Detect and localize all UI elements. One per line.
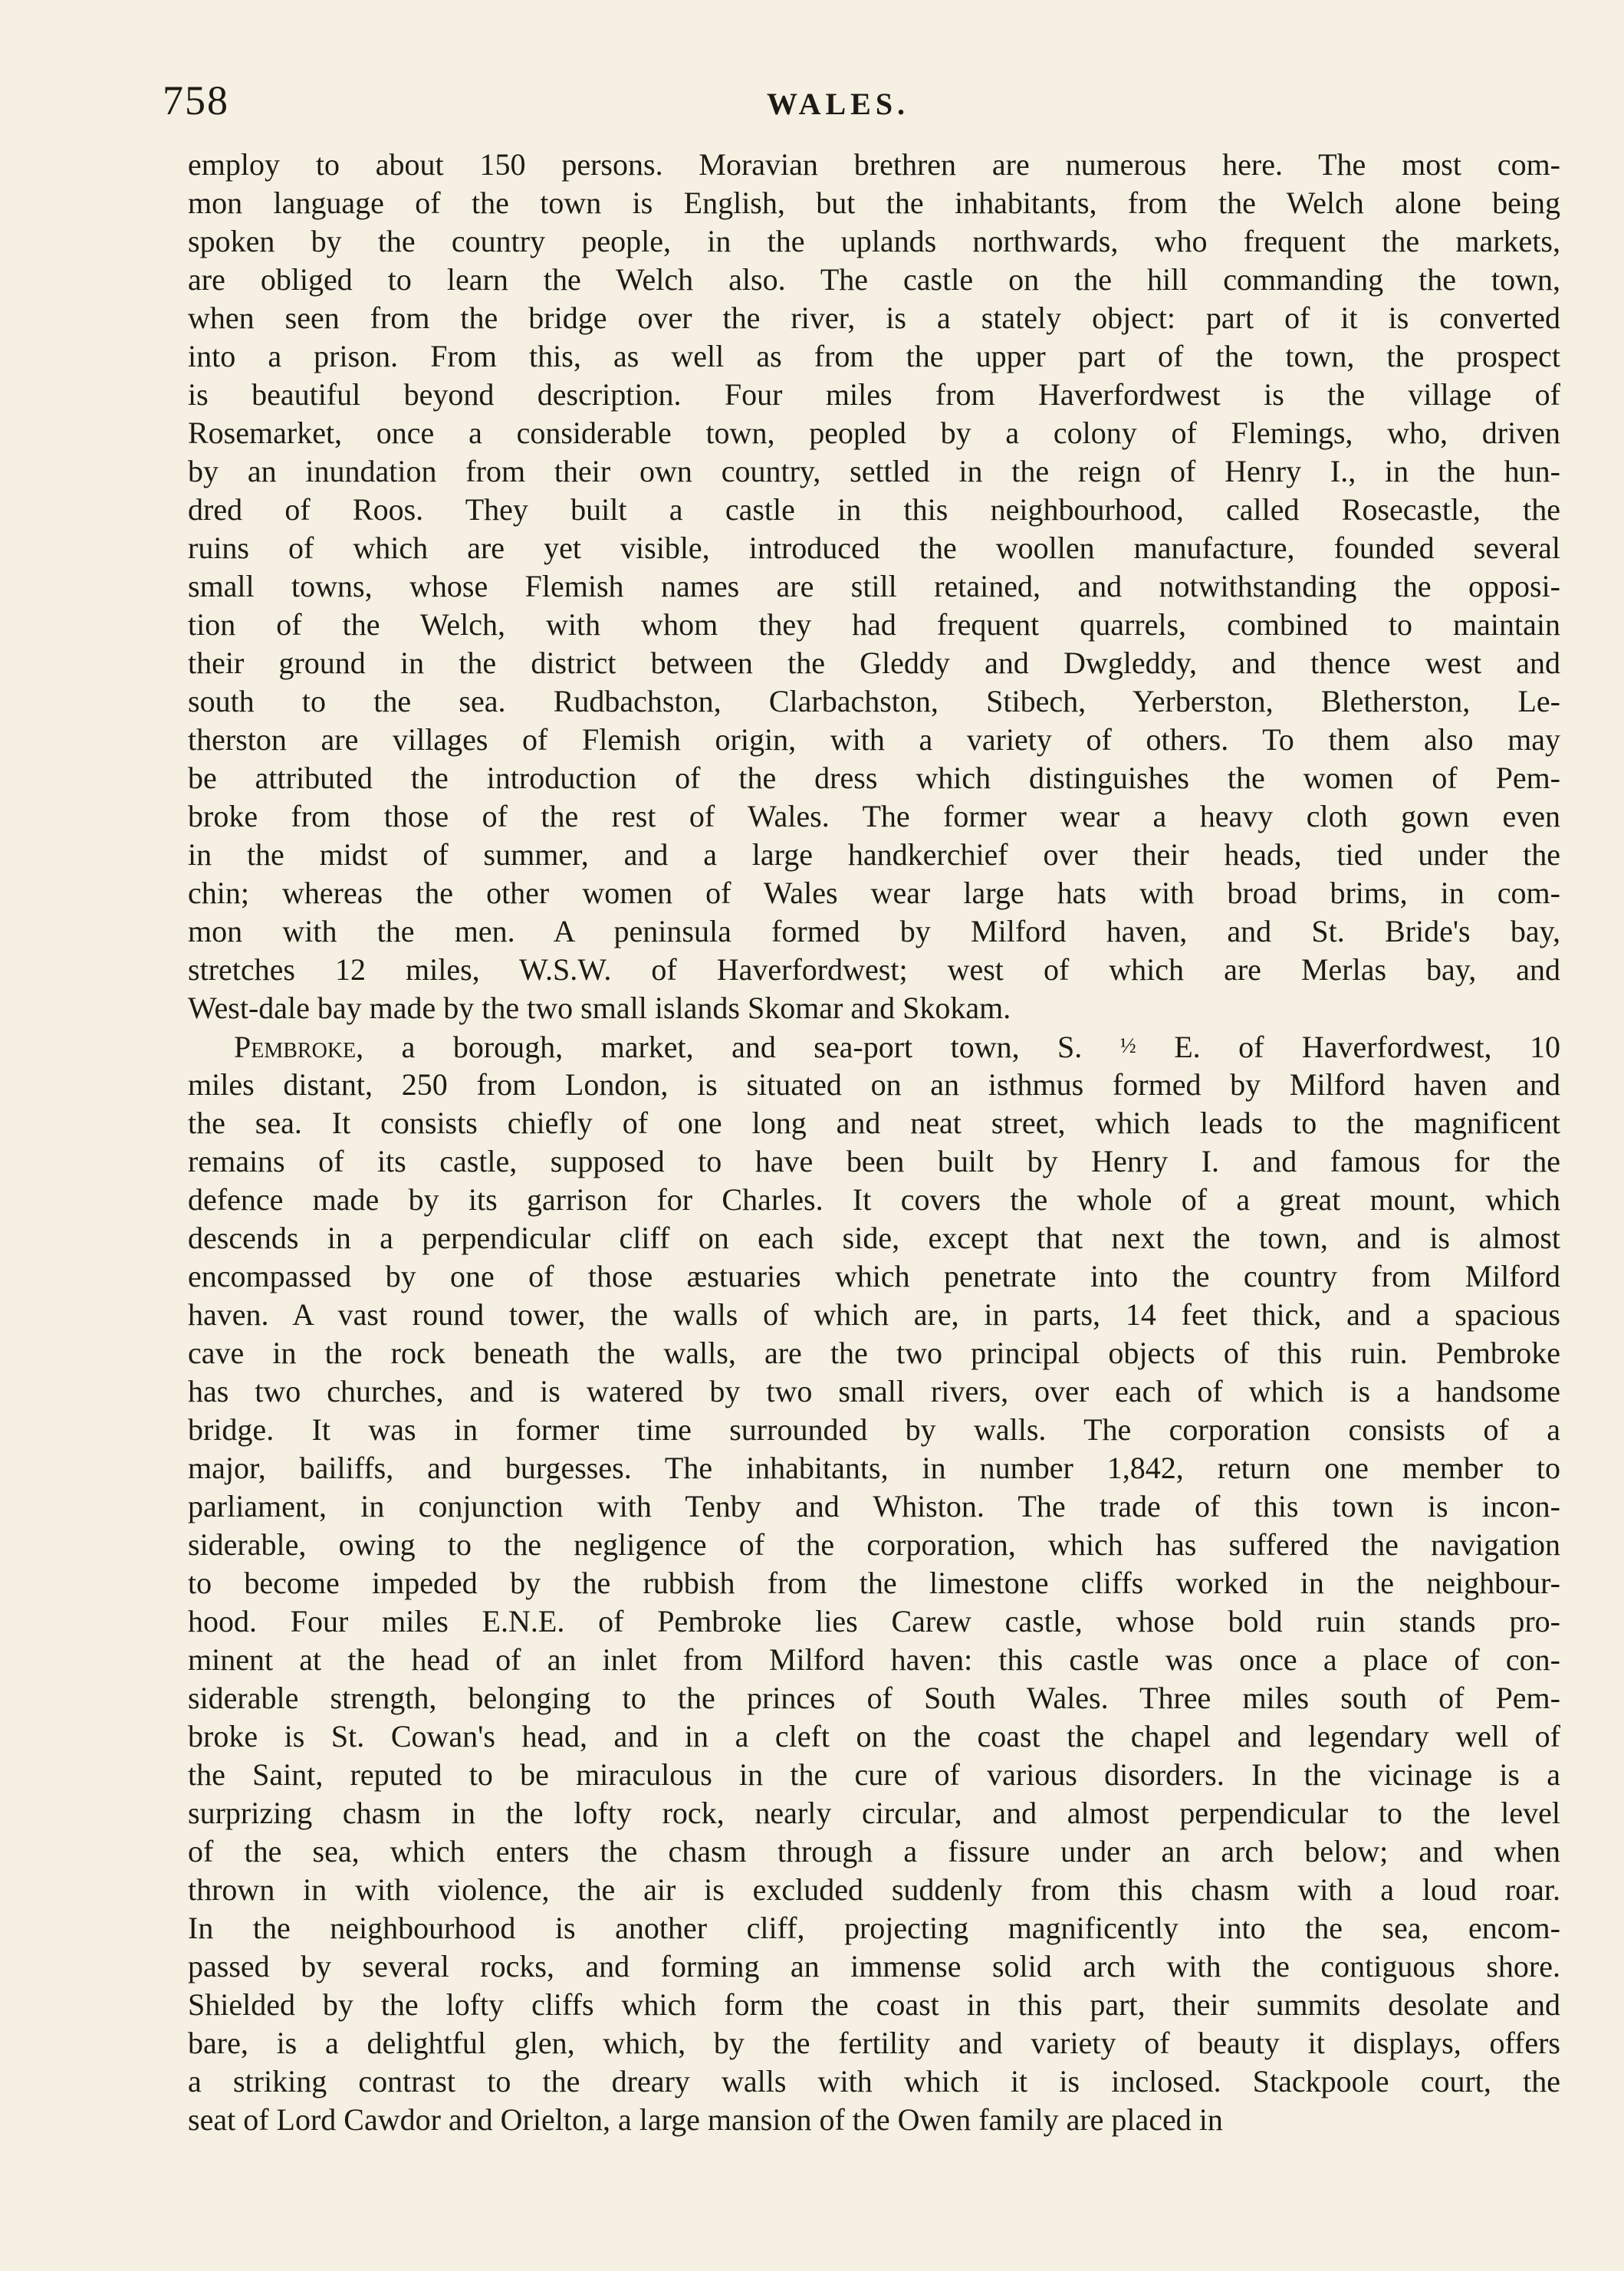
text-line: is beautiful beyond description. Four miles from Haverfordwest is the village of: [188, 377, 1560, 412]
text-line: siderable, owing to the negligence of the corporation, which has suffered the navigation: [188, 1527, 1560, 1562]
pembroke-line-part: , a borough, market, and sea-port town, S.: [356, 1030, 1083, 1064]
fraction: ½: [1119, 1034, 1136, 1058]
text-line: broke is St. Cowan's head, and in a cleft on the coast the chapel and legendary well of: [188, 1719, 1560, 1753]
text-line: their ground in the district between the Gleddy and Dwgleddy, and thence west and: [188, 646, 1560, 680]
text-line: be attributed the introduction of the dress which distinguishes the women of Pem-: [188, 761, 1560, 795]
text-line: Rosemarket, once a considerable town, peopled by a colony of Flemings, who, driven: [188, 416, 1560, 450]
text-line: are obliged to learn the Welch also. The castle on the hill commanding the town,: [188, 262, 1560, 297]
text-line: tion of the Welch, with whom they had frequent quarrels, combined to maintain: [188, 607, 1560, 642]
text-line: mon with the men. A peninsula formed by Milford haven, and St. Bride's bay,: [188, 914, 1560, 948]
text-line: when seen from the bridge over the river, is a stately object: part of it is converted: [188, 301, 1560, 335]
pembroke-heading-word: Pembroke: [234, 1030, 357, 1064]
text-line: seat of Lord Cawdor and Orielton, a large mansion of the Owen family are placed in: [188, 2102, 1223, 2137]
text-line: a striking contrast to the dreary walls with which it is inclosed. Stackpoole court, the: [188, 2064, 1560, 2098]
text-line: by an inundation from their own country, settled in the reign of Henry I., in the hun-: [188, 454, 1560, 488]
text-line: remains of its castle, supposed to have been built by Henry I. and famous for the: [188, 1144, 1560, 1178]
text-line: stretches 12 miles, W.S.W. of Haverfordwest; west of which are Merlas bay, and: [188, 952, 1560, 987]
text-line: into a prison. From this, as well as from the upper part of the town, the prospect: [188, 339, 1560, 373]
text-line: haven. A vast round tower, the walls of which are, in parts, 14 feet thick, and a spacious: [188, 1297, 1560, 1332]
text-line: small towns, whose Flemish names are still retained, and notwithstanding the opposi-: [188, 569, 1560, 603]
text-line: passed by several rocks, and forming an immense solid arch with the contiguous shore.: [188, 1949, 1560, 1983]
paragraph-pembroke: [188, 1066, 1560, 2139]
text-line: the Saint, reputed to be miraculous in the cure of various disorders. In the vicinage is a: [188, 1757, 1560, 1792]
text-line: has two churches, and is watered by two small rivers, over each of which is a handsome: [188, 1374, 1560, 1408]
text-line: therston are villages of Flemish origin, with a variety of others. To them also may: [188, 722, 1560, 757]
text-line: in the midst of summer, and a large handkerchief over their heads, tied under the: [188, 837, 1560, 872]
text-line: encompassed by one of those æstuaries which penetrate into the country from Milford: [188, 1259, 1560, 1293]
text-line: mon language of the town is English, but the inhabitants, from the Welch alone being: [188, 186, 1560, 220]
running-title: WALES.: [767, 87, 910, 121]
text-line: siderable strength, belonging to the princes of South Wales. Three miles south of Pem-: [188, 1681, 1560, 1715]
text-line: defence made by its garrison for Charles. It covers the whole of a great mount, which: [188, 1182, 1560, 1217]
text-line: dred of Roos. They built a castle in this neighbourhood, called Rosecastle, the: [188, 492, 1560, 527]
text-line: of the sea, which enters the chasm through a fissure under an arch below; and when: [188, 1834, 1560, 1868]
text-line: ruins of which are yet visible, introduced the woollen manufacture, founded several: [188, 531, 1560, 565]
text-line: chin; whereas the other women of Wales wear large hats with broad brims, in com-: [188, 876, 1560, 910]
pembroke-line-part: E. of Haverfordwest, 10: [1174, 1030, 1560, 1064]
text-line: to become impeded by the rubbish from the limestone cliffs worked in the neighbour-: [188, 1566, 1560, 1600]
text-line: hood. Four miles E.N.E. of Pembroke lies Carew castle, whose bold ruin stands pro-: [188, 1604, 1560, 1638]
text-line: bridge. It was in former time surrounded by walls. The corporation consists of a: [188, 1412, 1560, 1447]
text-line: In the neighbourhood is another cliff, projecting magnificently into the sea, encom-: [188, 1911, 1560, 1945]
text-line: surprizing chasm in the lofty rock, nearly circular, and almost perpendicular to the level: [188, 1796, 1560, 1830]
body-text: [188, 146, 1560, 2139]
text-line: miles distant, 250 from London, is situated on an isthmus formed by Milford haven and: [188, 1067, 1560, 1102]
text-line: employ to about 150 persons. Moravian brethren are numerous here. The most com-: [188, 147, 1560, 182]
text-line: spoken by the country people, in the uplands northwards, who frequent the markets,: [188, 224, 1560, 258]
text-line: south to the sea. Rudbachston, Clarbachston, Stibech, Yerberston, Bletherston, Le-: [188, 684, 1560, 718]
text-line: minent at the head of an inlet from Milford haven: this castle was once a place of con-: [188, 1642, 1560, 1677]
text-line: major, bailiffs, and burgesses. The inhabitants, in number 1,842, return one member to: [188, 1451, 1560, 1485]
text-line: broke from those of the rest of Wales. The former wear a heavy cloth gown even: [188, 799, 1560, 833]
text-line: thrown in with violence, the air is excluded suddenly from this chasm with a loud roar.: [188, 1872, 1560, 1907]
text-line: parliament, in conjunction with Tenby and Whiston. The trade of this town is incon-: [188, 1489, 1560, 1523]
text-line: cave in the rock beneath the walls, are the two principal objects of this ruin. Pembroke: [188, 1336, 1560, 1370]
text-line: bare, is a delightful glen, which, by the fertility and variety of beauty it displays, offers: [188, 2026, 1560, 2060]
text-line: the sea. It consists chiefly of one long and neat street, which leads to the magnificent: [188, 1106, 1560, 1140]
paragraph-haverfordwest: [188, 146, 1560, 1027]
text-line: Shielded by the lofty cliffs which form the coast in this part, their summits desolate and: [188, 1987, 1560, 2022]
pembroke-first-line: [188, 1027, 1560, 1066]
text-line: descends in a perpendicular cliff on each side, except that next the town, and is almost: [188, 1221, 1560, 1255]
page-number: 758: [163, 77, 229, 123]
text-line: West-dale bay made by the two small islands Skomar and Skokam.: [188, 991, 1011, 1025]
